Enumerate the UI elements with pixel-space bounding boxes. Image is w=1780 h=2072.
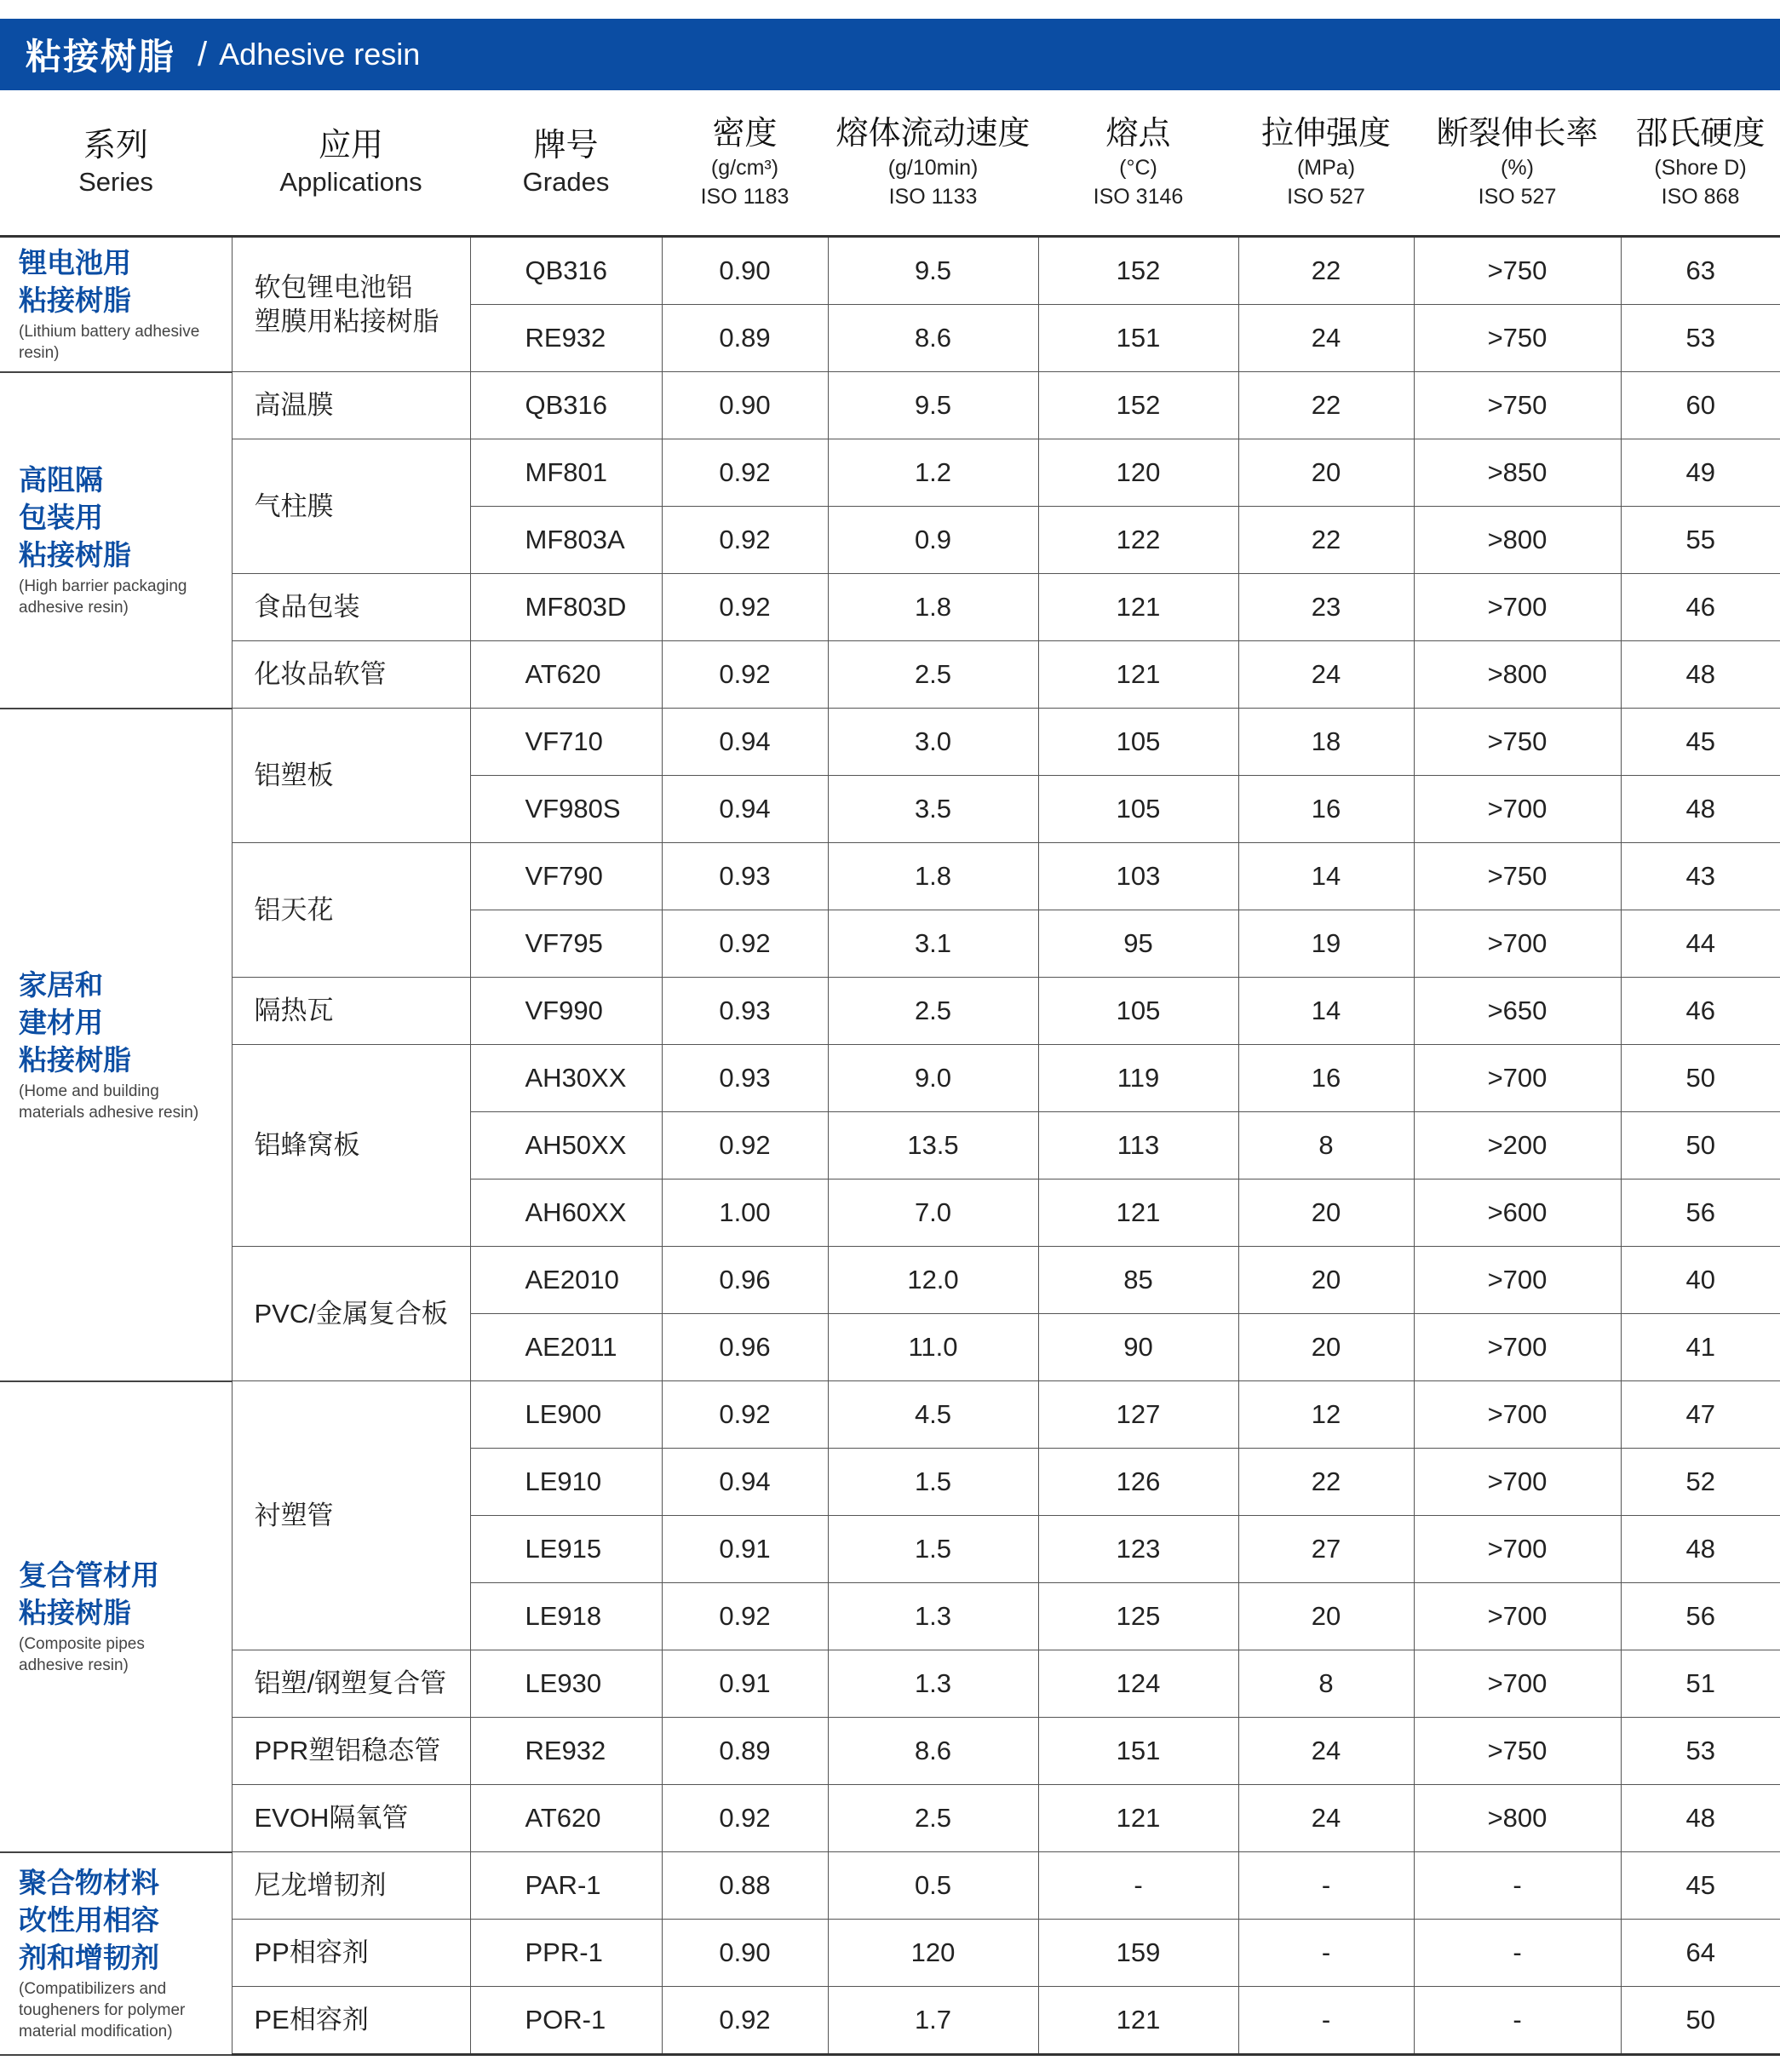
hardness-cell: 48 — [1621, 1516, 1780, 1583]
density-cell: 0.94 — [662, 776, 828, 843]
tensile-strength-cell: 24 — [1238, 1718, 1414, 1785]
adhesive-resin-table — [0, 90, 1780, 2056]
density-cell: 0.91 — [662, 1516, 828, 1583]
tensile-strength-cell: 14 — [1238, 843, 1414, 910]
hardness-cell: 64 — [1621, 1920, 1780, 1987]
mfr-cell: 9.5 — [828, 372, 1038, 439]
tensile-strength-cell: 19 — [1238, 910, 1414, 978]
density-cell: 0.92 — [662, 439, 828, 507]
application-label: 铝天花 — [254, 894, 334, 925]
mfr-cell: 9.0 — [828, 1045, 1038, 1112]
elongation-cell: >650 — [1414, 978, 1621, 1045]
tensile-strength-cell: 20 — [1238, 1583, 1414, 1650]
grade-cell: POR-1 — [470, 1987, 662, 2055]
elongation-cell: >200 — [1414, 1112, 1621, 1179]
elongation-cell: >700 — [1414, 1650, 1621, 1718]
mfr-cell: 11.0 — [828, 1314, 1038, 1381]
table-row — [0, 372, 1780, 439]
application-cell — [232, 439, 470, 574]
density-cell: 0.92 — [662, 641, 828, 709]
grade-cell: AH60XX — [470, 1179, 662, 1247]
application-label: 食品包装 — [254, 592, 360, 622]
density-cell: 0.90 — [662, 237, 828, 305]
elongation-cell: >700 — [1414, 1516, 1621, 1583]
mfr-cell: 1.2 — [828, 439, 1038, 507]
application-cell — [232, 1650, 470, 1718]
elongation-cell: - — [1414, 1920, 1621, 1987]
table-row — [0, 1852, 1780, 1920]
hardness-cell: 45 — [1621, 1852, 1780, 1920]
density-cell: 0.92 — [662, 1583, 828, 1650]
elongation-cell: >600 — [1414, 1179, 1621, 1247]
grade-cell: PAR-1 — [470, 1852, 662, 1920]
density-cell: 0.92 — [662, 1381, 828, 1449]
title-separator: / — [198, 35, 208, 73]
melting-point-cell: 127 — [1038, 1381, 1238, 1449]
melting-point-cell: 126 — [1038, 1449, 1238, 1516]
density-cell: 0.94 — [662, 709, 828, 776]
grade-cell: QB316 — [470, 237, 662, 305]
density-cell: 0.90 — [662, 372, 828, 439]
page-subtitle: Adhesive resin — [219, 37, 421, 72]
tensile-strength-cell: 20 — [1238, 439, 1414, 507]
grade-cell: AE2010 — [470, 1247, 662, 1314]
mfr-cell: 0.5 — [828, 1852, 1038, 1920]
grade-cell: VF710 — [470, 709, 662, 776]
mfr-cell: 1.3 — [828, 1583, 1038, 1650]
elongation-cell: >750 — [1414, 237, 1621, 305]
mfr-cell: 8.6 — [828, 305, 1038, 372]
melting-point-cell: 121 — [1038, 641, 1238, 709]
hardness-cell: 55 — [1621, 507, 1780, 574]
tensile-strength-cell: 20 — [1238, 1314, 1414, 1381]
density-cell: 0.92 — [662, 910, 828, 978]
table-row — [0, 709, 1780, 776]
application-cell — [232, 843, 470, 978]
table-row — [0, 1785, 1780, 1852]
elongation-cell: >700 — [1414, 1314, 1621, 1381]
melting-point-cell: 152 — [1038, 372, 1238, 439]
mfr-cell: 0.9 — [828, 507, 1038, 574]
application-label: 化妆品软管 — [254, 659, 387, 689]
application-cell — [232, 1247, 470, 1381]
tensile-strength-cell: 27 — [1238, 1516, 1414, 1583]
tensile-strength-cell: 12 — [1238, 1381, 1414, 1449]
series-name-en: (Home and building materials adhesive resin) — [19, 1082, 199, 1122]
elongation-cell: >700 — [1414, 910, 1621, 978]
density-cell: 0.89 — [662, 1718, 828, 1785]
hardness-cell: 47 — [1621, 1381, 1780, 1449]
elongation-cell: - — [1414, 1987, 1621, 2055]
series-name-en: (Composite pipes adhesive resin) — [19, 1635, 145, 1674]
grade-cell: RE932 — [470, 1718, 662, 1785]
application-label: PE相容剂 — [254, 2005, 369, 2035]
page-title: 粘接树脂 — [26, 37, 176, 77]
mfr-cell: 13.5 — [828, 1112, 1038, 1179]
melting-point-cell: 125 — [1038, 1583, 1238, 1650]
elongation-cell: - — [1414, 1852, 1621, 1920]
elongation-cell: >700 — [1414, 1583, 1621, 1650]
melting-point-cell: 103 — [1038, 843, 1238, 910]
elongation-cell: >700 — [1414, 1045, 1621, 1112]
grade-cell: MF803A — [470, 507, 662, 574]
grade-cell: PPR-1 — [470, 1920, 662, 1987]
mfr-cell: 1.5 — [828, 1516, 1038, 1583]
col-grades-header: 牌号 Grades — [470, 90, 662, 237]
grade-cell: VF990 — [470, 978, 662, 1045]
tensile-strength-cell: - — [1238, 1852, 1414, 1920]
col-elongation-header: 断裂伸长率 (%) ISO 527 — [1414, 90, 1621, 237]
series-cell — [0, 709, 232, 1381]
melting-point-cell: - — [1038, 1852, 1238, 1920]
tensile-strength-cell: 16 — [1238, 776, 1414, 843]
series-name-en: (Compatibilizers and tougheners for polymer material modification) — [19, 1980, 186, 2040]
hardness-cell: 40 — [1621, 1247, 1780, 1314]
elongation-cell: >850 — [1414, 439, 1621, 507]
elongation-cell: >700 — [1414, 574, 1621, 641]
table-row — [0, 1920, 1780, 1987]
elongation-cell: >750 — [1414, 372, 1621, 439]
density-cell: 0.88 — [662, 1852, 828, 1920]
hardness-cell: 50 — [1621, 1045, 1780, 1112]
application-cell — [232, 237, 470, 372]
grade-cell: LE910 — [470, 1449, 662, 1516]
application-cell — [232, 372, 470, 439]
tensile-strength-cell: - — [1238, 1920, 1414, 1987]
table-row — [0, 574, 1780, 641]
series-cell — [0, 372, 232, 709]
application-label: 铝蜂窝板 — [254, 1130, 360, 1160]
mfr-cell: 1.8 — [828, 574, 1038, 641]
melting-point-cell: 95 — [1038, 910, 1238, 978]
melting-point-cell: 124 — [1038, 1650, 1238, 1718]
grade-cell: RE932 — [470, 305, 662, 372]
application-cell — [232, 1987, 470, 2055]
application-label: 软包锂电池铝 塑膜用粘接树脂 — [254, 272, 439, 336]
hardness-cell: 52 — [1621, 1449, 1780, 1516]
elongation-cell: >700 — [1414, 1381, 1621, 1449]
elongation-cell: >750 — [1414, 1718, 1621, 1785]
application-cell — [232, 709, 470, 843]
melting-point-cell: 151 — [1038, 305, 1238, 372]
table-row — [0, 1718, 1780, 1785]
melting-point-cell: 113 — [1038, 1112, 1238, 1179]
grade-cell: VF980S — [470, 776, 662, 843]
application-label: EVOH隔氧管 — [254, 1803, 409, 1833]
application-label: PP相容剂 — [254, 1937, 369, 1967]
grade-cell: MF801 — [470, 439, 662, 507]
table-row — [0, 978, 1780, 1045]
hardness-cell: 53 — [1621, 305, 1780, 372]
density-cell: 0.92 — [662, 1785, 828, 1852]
tensile-strength-cell: 24 — [1238, 641, 1414, 709]
tensile-strength-cell: 22 — [1238, 372, 1414, 439]
hardness-cell: 51 — [1621, 1650, 1780, 1718]
mfr-cell: 7.0 — [828, 1179, 1038, 1247]
hardness-cell: 60 — [1621, 372, 1780, 439]
application-label: 气柱膜 — [254, 491, 334, 521]
series-name: 锂电池用 粘接树脂 — [19, 247, 131, 317]
application-cell — [232, 1920, 470, 1987]
hardness-cell: 48 — [1621, 641, 1780, 709]
density-cell: 0.91 — [662, 1650, 828, 1718]
tensile-strength-cell: 8 — [1238, 1112, 1414, 1179]
hardness-cell: 56 — [1621, 1179, 1780, 1247]
melting-point-cell: 123 — [1038, 1516, 1238, 1583]
density-cell: 0.94 — [662, 1449, 828, 1516]
series-cell — [0, 1381, 232, 1852]
density-cell: 1.00 — [662, 1179, 828, 1247]
mfr-cell: 4.5 — [828, 1381, 1038, 1449]
grade-cell: AH30XX — [470, 1045, 662, 1112]
application-label: 铝塑/钢塑复合管 — [254, 1668, 447, 1698]
mfr-cell: 120 — [828, 1920, 1038, 1987]
hardness-cell: 48 — [1621, 1785, 1780, 1852]
elongation-cell: >700 — [1414, 1449, 1621, 1516]
table-row — [0, 1987, 1780, 2055]
grade-cell: AH50XX — [470, 1112, 662, 1179]
series-name: 复合管材用 粘接树脂 — [19, 1559, 159, 1628]
density-cell: 0.93 — [662, 978, 828, 1045]
application-cell — [232, 978, 470, 1045]
table-row — [0, 237, 1780, 305]
melting-point-cell: 90 — [1038, 1314, 1238, 1381]
col-mfr-header: 熔体流动速度 (g/10min) ISO 1133 — [828, 90, 1038, 237]
elongation-cell: >700 — [1414, 776, 1621, 843]
col-tensile-strength-header: 拉伸强度 (MPa) ISO 527 — [1238, 90, 1414, 237]
tensile-strength-cell: - — [1238, 1987, 1414, 2055]
table-row — [0, 1650, 1780, 1718]
hardness-cell: 46 — [1621, 978, 1780, 1045]
density-cell: 0.92 — [662, 1112, 828, 1179]
hardness-cell: 48 — [1621, 776, 1780, 843]
table-row — [0, 1247, 1780, 1314]
elongation-cell: >750 — [1414, 709, 1621, 776]
mfr-cell: 3.0 — [828, 709, 1038, 776]
application-label: 铝塑板 — [254, 760, 334, 790]
melting-point-cell: 121 — [1038, 1785, 1238, 1852]
density-cell: 0.92 — [662, 574, 828, 641]
hardness-cell: 63 — [1621, 237, 1780, 305]
table-row — [0, 641, 1780, 709]
grade-cell: AT620 — [470, 641, 662, 709]
elongation-cell: >800 — [1414, 1785, 1621, 1852]
melting-point-cell: 121 — [1038, 1179, 1238, 1247]
title-banner — [0, 19, 1780, 90]
application-label: 衬塑管 — [254, 1500, 334, 1530]
series-cell — [0, 237, 232, 372]
grade-cell: LE918 — [470, 1583, 662, 1650]
col-hardness-header: 邵氏硬度 (Shore D) ISO 868 — [1621, 90, 1780, 237]
melting-point-cell: 105 — [1038, 709, 1238, 776]
elongation-cell: >800 — [1414, 641, 1621, 709]
density-cell: 0.93 — [662, 843, 828, 910]
grade-cell: AT620 — [470, 1785, 662, 1852]
melting-point-cell: 105 — [1038, 776, 1238, 843]
hardness-cell: 56 — [1621, 1583, 1780, 1650]
application-cell — [232, 1045, 470, 1247]
melting-point-cell: 152 — [1038, 237, 1238, 305]
hardness-cell: 44 — [1621, 910, 1780, 978]
col-applications-header: 应用 Applications — [232, 90, 470, 237]
tensile-strength-cell: 22 — [1238, 1449, 1414, 1516]
tensile-strength-cell: 14 — [1238, 978, 1414, 1045]
mfr-cell: 2.5 — [828, 1785, 1038, 1852]
mfr-cell: 1.3 — [828, 1650, 1038, 1718]
melting-point-cell: 159 — [1038, 1920, 1238, 1987]
hardness-cell: 41 — [1621, 1314, 1780, 1381]
elongation-cell: >750 — [1414, 305, 1621, 372]
hardness-cell: 45 — [1621, 709, 1780, 776]
hardness-cell: 43 — [1621, 843, 1780, 910]
table-row — [0, 1045, 1780, 1112]
density-cell: 0.93 — [662, 1045, 828, 1112]
elongation-cell: >800 — [1414, 507, 1621, 574]
tensile-strength-cell: 8 — [1238, 1650, 1414, 1718]
elongation-cell: >700 — [1414, 1247, 1621, 1314]
application-label: 高温膜 — [254, 390, 334, 420]
density-cell: 0.92 — [662, 507, 828, 574]
application-label: 尼龙增韧剂 — [254, 1870, 387, 1900]
density-cell: 0.89 — [662, 305, 828, 372]
application-label: PPR塑铝稳态管 — [254, 1736, 441, 1765]
table-row — [0, 439, 1780, 507]
table-row — [0, 843, 1780, 910]
melting-point-cell: 119 — [1038, 1045, 1238, 1112]
tensile-strength-cell: 22 — [1238, 507, 1414, 574]
melting-point-cell: 120 — [1038, 439, 1238, 507]
application-cell — [232, 1381, 470, 1650]
grade-cell: VF790 — [470, 843, 662, 910]
mfr-cell: 2.5 — [828, 978, 1038, 1045]
application-label: 隔热瓦 — [254, 996, 334, 1025]
application-label: PVC/金属复合板 — [254, 1298, 448, 1329]
mfr-cell: 1.5 — [828, 1449, 1038, 1516]
melting-point-cell: 105 — [1038, 978, 1238, 1045]
header-row — [0, 90, 1780, 237]
hardness-cell: 49 — [1621, 439, 1780, 507]
application-cell — [232, 641, 470, 709]
series-cell — [0, 1852, 232, 2055]
series-name-en: (Lithium battery adhesive resin) — [19, 323, 200, 363]
application-cell — [232, 1718, 470, 1785]
tensile-strength-cell: 16 — [1238, 1045, 1414, 1112]
tensile-strength-cell: 24 — [1238, 1785, 1414, 1852]
mfr-cell: 8.6 — [828, 1718, 1038, 1785]
tensile-strength-cell: 18 — [1238, 709, 1414, 776]
grade-cell: VF795 — [470, 910, 662, 978]
elongation-cell: >750 — [1414, 843, 1621, 910]
mfr-cell: 12.0 — [828, 1247, 1038, 1314]
grade-cell: LE930 — [470, 1650, 662, 1718]
mfr-cell: 1.7 — [828, 1987, 1038, 2055]
col-melting-point-header: 熔点 (°C) ISO 3146 — [1038, 90, 1238, 237]
tensile-strength-cell: 22 — [1238, 237, 1414, 305]
col-series-header: 系列 Series — [0, 90, 232, 237]
application-cell — [232, 1852, 470, 1920]
mfr-cell: 3.1 — [828, 910, 1038, 978]
density-cell: 0.92 — [662, 1987, 828, 2055]
application-cell — [232, 1785, 470, 1852]
grade-cell: AE2011 — [470, 1314, 662, 1381]
grade-cell: MF803D — [470, 574, 662, 641]
tensile-strength-cell: 24 — [1238, 305, 1414, 372]
application-cell — [232, 574, 470, 641]
series-name: 家居和 建材用 粘接树脂 — [19, 968, 131, 1076]
mfr-cell: 2.5 — [828, 641, 1038, 709]
mfr-cell: 9.5 — [828, 237, 1038, 305]
melting-point-cell: 122 — [1038, 507, 1238, 574]
table-body — [0, 237, 1780, 2055]
density-cell: 0.90 — [662, 1920, 828, 1987]
tensile-strength-cell: 20 — [1238, 1247, 1414, 1314]
series-name-en: (High barrier packaging adhesive resin) — [19, 577, 187, 617]
grade-cell: LE900 — [470, 1381, 662, 1449]
grade-cell: QB316 — [470, 372, 662, 439]
col-density-header: 密度 (g/cm³) ISO 1183 — [662, 90, 828, 237]
grade-cell: LE915 — [470, 1516, 662, 1583]
density-cell: 0.96 — [662, 1314, 828, 1381]
tensile-strength-cell: 23 — [1238, 574, 1414, 641]
melting-point-cell: 121 — [1038, 1987, 1238, 2055]
series-name: 高阻隔 包装用 粘接树脂 — [19, 464, 131, 571]
tensile-strength-cell: 20 — [1238, 1179, 1414, 1247]
melting-point-cell: 121 — [1038, 574, 1238, 641]
series-name: 聚合物材料 改性用相容 剂和增韧剂 — [19, 1867, 159, 1973]
hardness-cell: 50 — [1621, 1112, 1780, 1179]
hardness-cell: 46 — [1621, 574, 1780, 641]
density-cell: 0.96 — [662, 1247, 828, 1314]
mfr-cell: 1.8 — [828, 843, 1038, 910]
hardness-cell: 50 — [1621, 1987, 1780, 2055]
mfr-cell: 3.5 — [828, 776, 1038, 843]
melting-point-cell: 151 — [1038, 1718, 1238, 1785]
hardness-cell: 53 — [1621, 1718, 1780, 1785]
table-row — [0, 1381, 1780, 1449]
melting-point-cell: 85 — [1038, 1247, 1238, 1314]
